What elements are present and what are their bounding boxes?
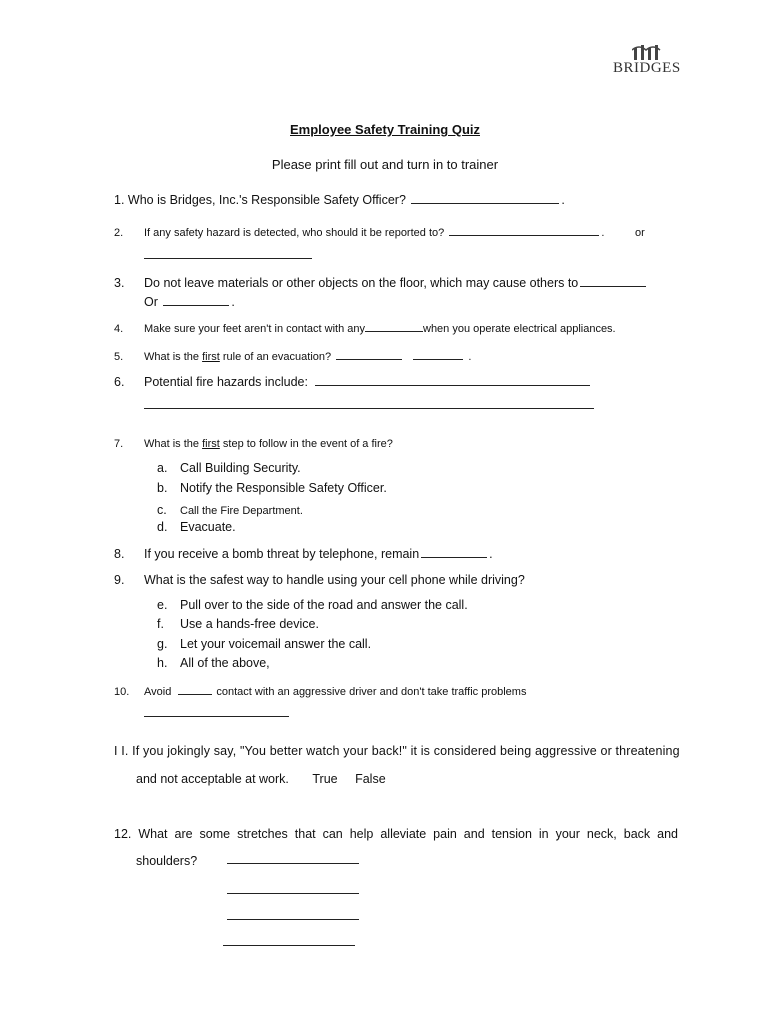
question-number: 9.: [114, 573, 125, 587]
option-letter: c.: [157, 503, 167, 517]
option-letter: b.: [157, 481, 168, 495]
option-text: Let your voicemail answer the call.: [180, 637, 372, 651]
question-12: 12. What are some stretches that can help alleviate pain and tension in your neck, back and: [114, 827, 678, 841]
question-number: 1.: [114, 193, 125, 207]
question-text: and not acceptable at work.: [136, 772, 289, 786]
question-text: What is the: [144, 351, 200, 363]
option-letter: a.: [157, 461, 168, 475]
option-letter: e.: [157, 598, 168, 612]
question-number: 3.: [114, 276, 125, 290]
question-2: [114, 227, 604, 239]
question-12-line2: shoulders?: [136, 854, 198, 868]
question-5: [114, 351, 471, 363]
question-text: rule of an evacuation?: [222, 351, 332, 363]
option-letter: g.: [157, 637, 168, 651]
punct: .: [561, 193, 565, 207]
question-text: step to follow in the event of a fire?: [222, 438, 393, 450]
question-text: If you receive a bomb threat by telephone, remain: [144, 547, 420, 561]
question-1: [114, 193, 565, 207]
question-text: contact with an aggressive driver and don't take traffic problems: [216, 686, 527, 698]
question-text: What is the safest way to handle using your cell phone while driving?: [144, 573, 525, 587]
option-text: Notify the Responsible Safety Officer.: [180, 481, 387, 495]
answer-blank[interactable]: [580, 285, 646, 287]
option-a[interactable]: [157, 461, 301, 475]
question-number: 4.: [114, 323, 124, 335]
question-text: when you operate electrical appliances.: [423, 323, 616, 335]
punct: .: [489, 547, 493, 561]
question-text: Do not leave materials or other objects on the floor, which may cause others to: [144, 276, 579, 290]
question-text: Who is Bridges, Inc.'s Responsible Safety Officer?: [127, 193, 406, 207]
emphasis-first: first: [202, 438, 220, 450]
q2-or: or: [635, 227, 645, 239]
question-6: [114, 375, 308, 389]
answer-blank[interactable]: [411, 202, 559, 204]
question-text: Make sure your feet aren't in contact with any: [144, 323, 365, 335]
question-number: 10.: [114, 686, 130, 698]
question-number: 6.: [114, 375, 125, 389]
answer-blank[interactable]: [227, 893, 359, 894]
answer-blank[interactable]: [449, 234, 599, 236]
question-4: [114, 323, 616, 335]
or-label: Or: [144, 295, 158, 309]
option-h[interactable]: [157, 656, 270, 670]
question-text: Potential fire hazards include:: [144, 375, 308, 389]
option-d[interactable]: [157, 520, 236, 534]
question-3-or: [144, 295, 235, 309]
answer-blank[interactable]: [365, 330, 423, 332]
answer-blank[interactable]: [315, 385, 590, 386]
option-text: Call the Fire Department.: [180, 505, 303, 517]
page-subtitle: Please print fill out and turn in to trainer: [271, 157, 499, 172]
question-8: [114, 547, 493, 561]
option-e[interactable]: [157, 598, 468, 612]
question-number: 5.: [114, 351, 124, 363]
question-7: [114, 438, 393, 450]
option-c[interactable]: [157, 501, 303, 519]
option-text: Pull over to the side of the road and answer the call.: [180, 598, 468, 612]
question-text: Avoid: [144, 686, 172, 698]
option-letter: d.: [157, 520, 168, 534]
option-letter: h.: [157, 656, 168, 670]
bridges-logo-wordmark: BRIDGES: [613, 60, 681, 76]
answer-blank[interactable]: [223, 945, 355, 946]
punct: .: [601, 227, 605, 239]
question-11: I I. If you jokingly say, "You better watch your back!" it is considered being aggressive or threatening: [114, 744, 680, 758]
question-3: [114, 276, 648, 290]
question-number: 8.: [114, 547, 125, 561]
option-b[interactable]: [157, 481, 387, 495]
question-9: [114, 573, 525, 587]
answer-blank[interactable]: [163, 304, 229, 306]
option-text: Evacuate.: [180, 520, 236, 534]
option-letter: f.: [157, 617, 164, 631]
answer-blank[interactable]: [413, 358, 463, 360]
question-11-line2: [136, 772, 386, 786]
option-text: Use a hands-free device.: [180, 617, 319, 631]
question-text: What is the: [144, 438, 200, 450]
question-text: If any safety hazard is detected, who should it be reported to?: [144, 227, 445, 239]
option-text: All of the above,: [180, 656, 270, 670]
answer-blank[interactable]: [227, 919, 359, 920]
option-f[interactable]: [157, 617, 319, 631]
punct: .: [468, 351, 472, 363]
true-option[interactable]: True: [312, 772, 338, 786]
answer-blank[interactable]: [178, 693, 212, 695]
answer-blank[interactable]: [227, 863, 359, 864]
answer-blank[interactable]: [144, 258, 312, 259]
question-number: 7.: [114, 438, 124, 450]
question-10: [114, 686, 526, 698]
option-g[interactable]: [157, 637, 371, 651]
answer-blank[interactable]: [421, 556, 487, 558]
option-text: Call Building Security.: [180, 461, 301, 475]
question-number: 2.: [114, 227, 124, 239]
page-title: Employee Safety Training Quiz: [290, 122, 480, 137]
bridges-logo: [608, 44, 688, 80]
answer-blank[interactable]: [144, 716, 289, 717]
emphasis-first: first: [202, 351, 220, 363]
punct: .: [231, 295, 235, 309]
false-option[interactable]: False: [355, 772, 386, 786]
answer-blank[interactable]: [336, 358, 402, 360]
bridges-logo-mark-icon: [632, 44, 662, 60]
answer-blank[interactable]: [144, 408, 594, 409]
